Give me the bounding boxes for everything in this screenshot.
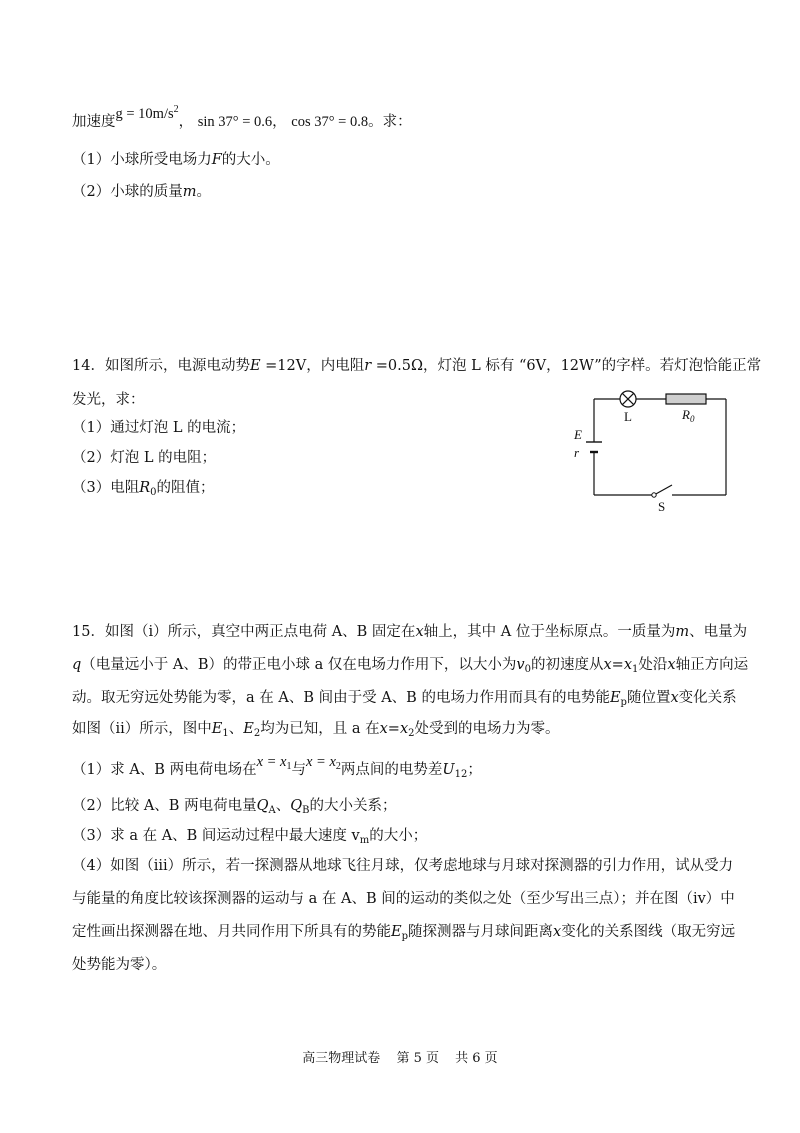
- q15-l4-x2: x: [399, 721, 409, 737]
- q14-p3-sub: 0: [150, 487, 157, 498]
- cos-expr: cos 37° = 0.8: [291, 114, 369, 130]
- q15-l2-d: 轴正方向运: [675, 657, 749, 673]
- q15-p1-a: （1）求 A、B 两电荷电场在: [72, 762, 257, 778]
- q14-part-1: （1）通过灯泡 L 的电流；: [72, 420, 246, 436]
- q14-line-2: 发光，求：: [72, 392, 145, 408]
- resistor-label-sub: 0: [689, 414, 695, 424]
- q15-p1-Usub: 12: [454, 769, 468, 780]
- q15-p1-c: 两点间的电势差: [340, 762, 443, 778]
- q15-l2-vsub: 0: [524, 664, 531, 675]
- q15-p4-l3-a: 定性画出探测器在地、月共同作用下所具有的势能: [72, 924, 391, 940]
- gravity-exponent: 2: [173, 104, 179, 115]
- q15-p2-a: （2）比较 A、B 两电荷电量: [72, 798, 257, 814]
- q15-p1-expr-1: [257, 754, 292, 770]
- q15-p1-m2: x = x: [305, 754, 336, 770]
- q15-p3-a: （3）求 a 在 A、B 间运动过程中最大速度 v: [72, 828, 360, 844]
- gravity-value: g = 10m/s: [115, 106, 174, 122]
- footer-page: 第 5 页: [396, 1051, 439, 1066]
- q15-p2-Q: Q: [256, 798, 269, 814]
- q14-part-2: （2）灯泡 L 的电阻；: [72, 450, 217, 466]
- switch-label: S: [658, 499, 666, 514]
- q15-l4-c: 处受到的电场力为零。: [414, 721, 560, 737]
- q15-l1-b: 轴上，其中 A 位于坐标原点。一质量为: [423, 624, 676, 640]
- q15-p1-m1sub: 1: [286, 761, 292, 772]
- internal-resistance-label: r: [574, 445, 580, 460]
- q15-p3-b: 的大小；: [369, 828, 428, 844]
- q15-p2-sep: 、: [275, 798, 291, 814]
- q15-p2-b: 的大小关系；: [309, 798, 397, 814]
- q15-line-1: [72, 622, 747, 642]
- q14-line-1: [72, 356, 761, 376]
- q14-l1-b: =12V，内电阻: [260, 358, 365, 374]
- gravity-expr: [116, 106, 179, 122]
- q13-part-2: [72, 182, 211, 202]
- q15-p1-U: U: [442, 762, 455, 778]
- q14-emf-symbol: E: [249, 358, 261, 374]
- q14-l1-a: 14．如图所示，电源电动势: [72, 358, 250, 374]
- q15-line-4: [72, 719, 560, 744]
- q13-p2-var: m: [182, 184, 197, 200]
- q13-p2-suffix: 。: [196, 184, 211, 200]
- q15-l4-E1: E: [211, 721, 223, 737]
- q15-l4-sep: 、: [228, 721, 244, 737]
- q15-part-4-line-2: 与能量的角度比较该探测器的运动与 a 在 A、B 间的运动的类似之处（至少写出三点）；并在图（iv）中: [72, 891, 735, 907]
- q15-p1-m2sub: 2: [335, 761, 341, 772]
- intro-suffix: 。求：: [368, 114, 412, 130]
- q15-part-1: [72, 754, 482, 785]
- resistor-label-letter: R: [682, 407, 690, 422]
- q15-p4-l3-c: 变化的关系图线（取无穷远: [561, 924, 736, 940]
- q15-l3-c: 变化关系: [678, 690, 737, 706]
- q15-l4-E2sub: 2: [253, 728, 261, 739]
- q15-l4-x2sub: 2: [408, 728, 415, 739]
- q15-p2-Q2sub: B: [302, 805, 310, 816]
- q15-line-3: [72, 688, 737, 713]
- q15-l4-E1sub: 1: [222, 728, 229, 739]
- q15-l2-x1: x: [623, 657, 633, 673]
- q15-p2-Qsub: A: [268, 805, 276, 816]
- q15-part-4-line-3: [72, 922, 735, 947]
- q15-l4-E2: E: [243, 721, 254, 737]
- switch-blade: [654, 485, 672, 495]
- q15-p1-d: ；: [467, 762, 482, 778]
- q15-l1-x: x: [415, 624, 424, 640]
- q14-p3-suffix: 的阻值；: [156, 480, 215, 496]
- q15-l1-c: 、电量为: [689, 624, 748, 640]
- circuit-diagram: [568, 385, 738, 515]
- footer-title: 高三物理试卷: [302, 1051, 381, 1066]
- q15-p4-l3-x: x: [553, 924, 562, 940]
- q13-p2-prefix: （2）小球的质量: [72, 184, 183, 200]
- q15-l2-x2: x: [667, 657, 676, 673]
- q15-l4-x: x: [379, 721, 388, 737]
- q15-p1-m1: x = x: [256, 754, 287, 770]
- q14-p3-prefix: （3）电阻: [72, 480, 140, 496]
- intro-line: [72, 104, 412, 132]
- q15-l3-Esub: p: [620, 697, 627, 708]
- q15-p4-l3-E: E: [391, 924, 402, 940]
- q15-part-2: [72, 796, 396, 821]
- q15-p1-expr-2: [306, 754, 341, 770]
- intro-sep-1: ，: [178, 114, 194, 130]
- q13-p1-var: F: [211, 152, 222, 168]
- resistor-label: [681, 407, 695, 424]
- intro-prefix: 加速度: [72, 114, 116, 130]
- q15-l2-c: 处沿: [638, 657, 668, 673]
- q15-p2-Q2: Q: [290, 798, 303, 814]
- q15-l2-b: 的初速度从: [530, 657, 604, 673]
- q15-l2-eq: =: [611, 657, 624, 673]
- q15-l4-eq: =: [387, 721, 400, 737]
- q15-l2-a: （电量远小于 A、B）的带正电小球 a 仅在电场力作用下，以大小为: [81, 657, 517, 673]
- q15-p1-b: 与: [291, 762, 306, 778]
- q13-p1-prefix: （1）小球所受电场力: [72, 152, 212, 168]
- q15-l3-E: E: [609, 690, 621, 706]
- q14-l1-c: =0.5Ω，灯泡 L 标有 “6V，12W”的字样。若灯泡恰能正常: [371, 358, 762, 374]
- q15-part-3: [72, 826, 427, 851]
- intro-sep-2: ，: [272, 114, 287, 130]
- q15-p3-sub: m: [359, 835, 370, 846]
- q13-part-1: [72, 150, 280, 170]
- q15-p4-l3-Esub: p: [401, 931, 408, 942]
- q15-l3-a: 动。取无穷远处势能为零，a 在 A、B 间由于受 A、B 的电场力作用而具有的电势能: [72, 690, 610, 706]
- q15-l3-x: x: [670, 690, 679, 706]
- switch-pivot: [652, 493, 656, 497]
- q15-l3-b: 随位置: [626, 690, 671, 706]
- q14-p3-var: R: [139, 480, 151, 496]
- page-footer: [0, 1050, 800, 1068]
- q15-l1-a: 15．如图（i）所示，真空中两正点电荷 A、B 固定在: [72, 624, 416, 640]
- q15-p4-l3-b: 随探测器与月球间距离: [408, 924, 553, 940]
- q13-p1-suffix: 的大小。: [221, 152, 280, 168]
- lamp-label: L: [624, 409, 632, 424]
- q15-l2-q: q: [72, 657, 82, 673]
- q15-part-4-line-4: 处势能为零）。: [72, 957, 167, 973]
- emf-label: E: [574, 427, 582, 442]
- sin-expr: sin 37° = 0.6: [197, 114, 273, 130]
- q15-line-2: [72, 655, 748, 680]
- footer-total: 共 6 页: [455, 1051, 498, 1066]
- q15-l1-m: m: [675, 624, 690, 640]
- q15-l2-x1sub: 1: [632, 664, 639, 675]
- q15-part-4-line-1: （4）如图（iii）所示，若一探测器从地球飞往月球，仅考虑地球与月球对探测器的引力作用，试从受力: [72, 858, 734, 874]
- q15-l4-b: 均为已知，且 a 在: [260, 721, 380, 737]
- q14-resistance-symbol: r: [364, 358, 372, 374]
- q15-l2-x: x: [603, 657, 612, 673]
- q14-part-3: [72, 478, 215, 503]
- resistor-icon: [666, 394, 706, 404]
- q15-l2-v: v: [516, 657, 525, 673]
- q15-l4-a: 如图（ii）所示，图中: [72, 721, 212, 737]
